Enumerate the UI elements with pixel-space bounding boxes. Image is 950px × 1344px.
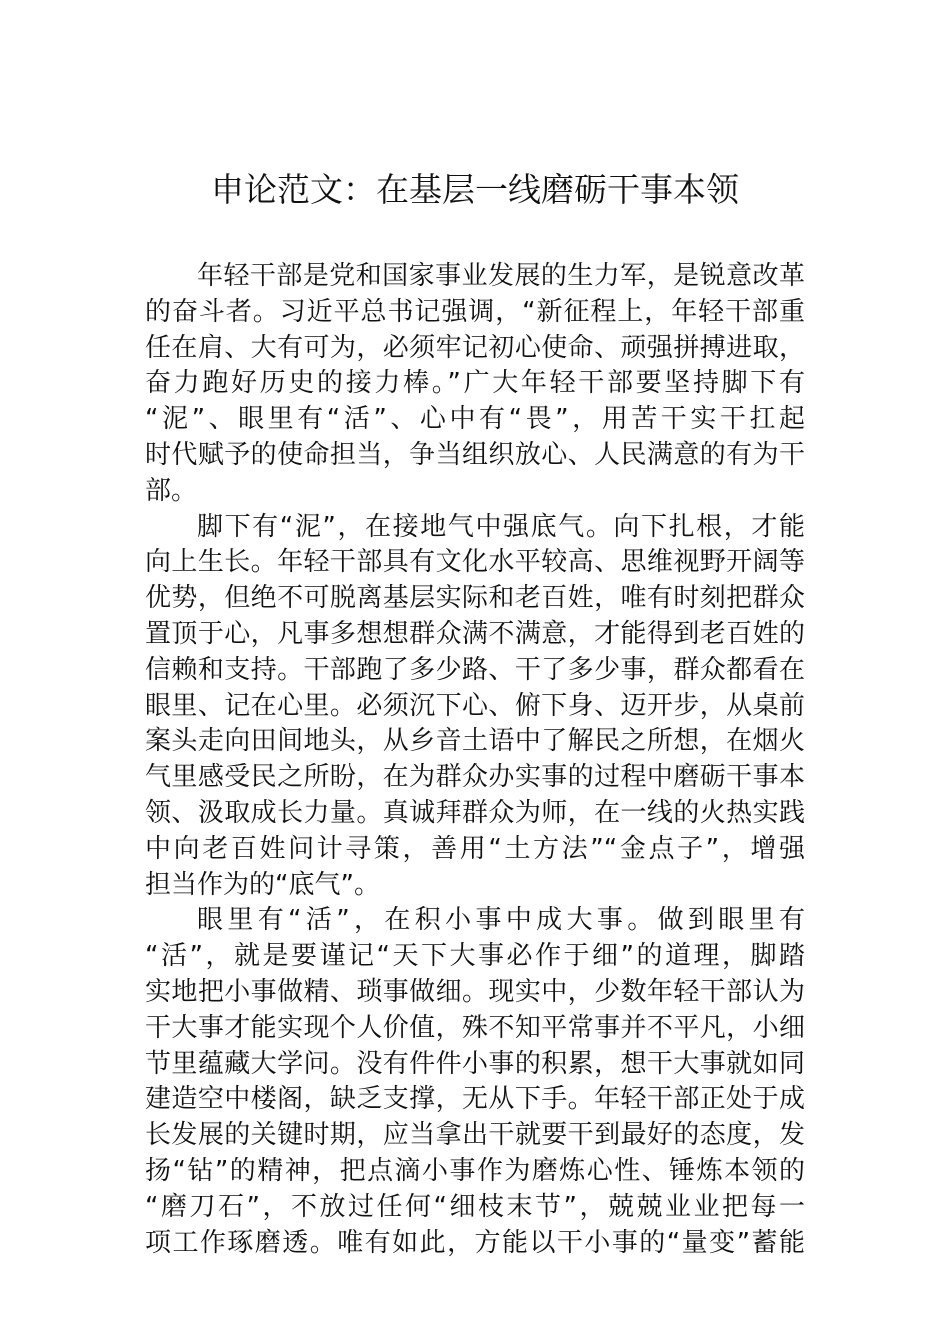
text-line: 中向老百姓问计寻策，善用“土方法”“金点子”，增强 [145,833,805,864]
text-line: 节里蕴藏大学问。没有件件小事的积累，想干大事就如同 [145,1048,805,1079]
text-line: “泥”、眼里有“活”、心中有“畏”，用苦干实干扛起 [145,404,805,435]
text-line: 气里感受民之所盼，在为群众办实事的过程中磨砺干事本 [145,762,805,793]
text-line: 项工作琢磨透。唯有如此，方能以干小事的“量变”蓄能 [145,1227,805,1258]
text-line: 干大事才能实现个人价值，殊不知平常事并不平凡，小细 [145,1012,805,1043]
text-line: 脚下有“泥”，在接地气中强底气。向下扎根，才能 [197,511,805,542]
text-line: 信赖和支持。干部跑了多少路、干了多少事，群众都看在 [145,654,805,685]
text-line: 领、汲取成长力量。真诚拜群众为师，在一线的火热实践 [145,798,805,828]
page-title: 申论范文：在基层一线磨砺干事本领 [211,170,739,209]
text-line: 奋力跑好历史的接力棒。”广大年轻干部要坚持脚下有 [145,368,805,399]
text-line: 向上生长。年轻干部具有文化水平较高、思维视野开阔等 [145,547,805,578]
text-line: 任在肩、大有可为，必须牢记初心使命、顽强拼搏进取， [145,332,805,363]
text-line: 实地把小事做精、琐事做细。现实中，少数年轻干部认为 [145,977,805,1007]
text-line: 部。 [145,475,198,506]
text-line: 扬“钻”的精神，把点滴小事作为磨炼心性、锤炼本领的 [145,1156,805,1186]
text-line: 置顶于心，凡事多想想群众满不满意，才能得到老百姓的 [145,619,805,649]
text-line: “磨刀石”，不放过任何“细枝末节”，兢兢业业把每一 [145,1191,805,1222]
text-line: 担当作为的“底气”。 [145,869,380,900]
text-line: 年轻干部是党和国家事业发展的生力军，是锐意改革 [197,261,805,291]
text-line: 时代赋予的使命担当，争当组织放心、人民满意的有为干 [145,440,805,470]
text-line: 眼里有“活”，在积小事中成大事。做到眼里有 [197,905,805,936]
text-line: 建造空中楼阁，缺乏支撑，无从下手。年轻干部正处于成 [145,1084,805,1115]
text-line: 眼里、记在心里。必须沉下心、俯下身、迈开步，从桌前 [145,690,805,721]
text-line: “活”，就是要谨记“天下大事必作于细”的道理，脚踏 [145,941,805,972]
text-line: 案头走向田间地头，从乡音土语中了解民之所想，在烟火 [145,726,805,757]
text-line: 优势，但绝不可脱离基层实际和老百姓，唯有时刻把群众 [145,583,805,614]
text-line: 长发展的关键时期，应当拿出干就要干到最好的态度，发 [145,1120,805,1151]
text-line: 的奋斗者。习近平总书记强调，“新征程上，年轻干部重 [145,296,805,327]
